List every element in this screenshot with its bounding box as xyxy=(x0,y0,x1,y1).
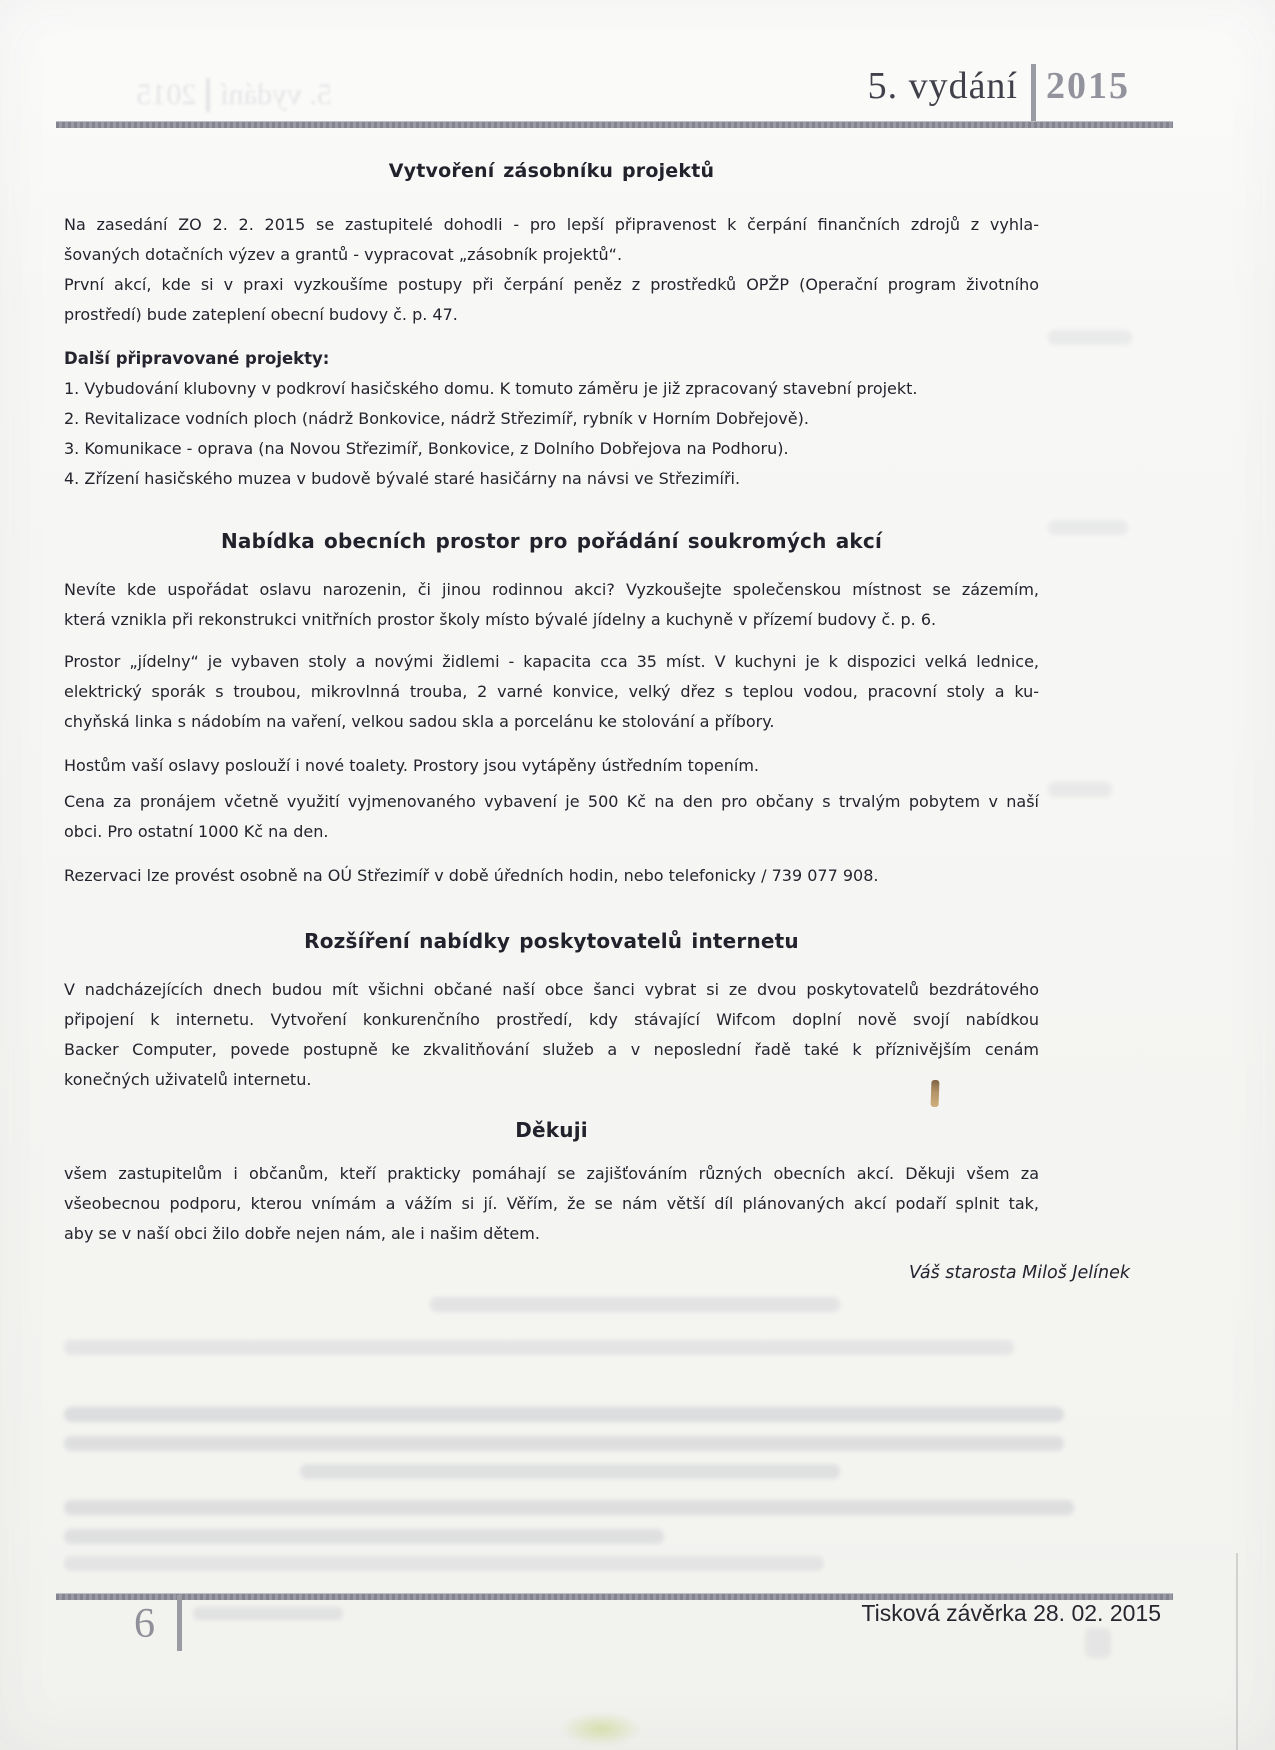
text-line: konečných uživatelů internetu. xyxy=(64,1070,312,1089)
header-rule xyxy=(56,121,1173,128)
text-line: připojení k internetu. Vytvoření konkurenčního prostředí, kdy stávající Wifcom doplní nově svojí nabídkou xyxy=(64,1010,1039,1029)
section-heading-premises: Nabídka obecních prostor pro pořádání soukromých akcí xyxy=(220,529,883,553)
bleedthrough-line xyxy=(300,1464,840,1479)
list-item: 1. Vybudování klubovny v podkroví hasičského domu. K tomuto záměru je již zpracovaný stavební projekt. xyxy=(64,379,918,398)
section-heading-internet: Rozšíření nabídky poskytovatelů internetu xyxy=(304,929,799,953)
text-line: šovaných dotačních výzev a grantů - vypracovat „zásobník projektů“. xyxy=(64,245,623,264)
bleedthrough-line xyxy=(1048,520,1128,535)
text-line: všeobecnou podporu, kterou vnímám a vážím si jí. Věřím, že se nám větší díl plánovaných akcí podaří splnit tak, xyxy=(64,1194,1039,1213)
footer-divider xyxy=(177,1595,182,1651)
bleedthrough-line xyxy=(430,1297,840,1312)
list-item: 4. Zřízení hasičského muzea v budově bývalé staré hasičárny na návsi ve Střezimíři. xyxy=(64,469,741,488)
bleedthrough-line xyxy=(64,1529,664,1544)
project-list xyxy=(64,374,1039,494)
paragraph-block xyxy=(64,647,1039,737)
bleedthrough-line xyxy=(64,1340,1014,1355)
text-line: Prostor „jídelny“ je vybaven stoly a novými židlemi - kapacita cca 35 míst. V kuchyni je k dispozici velká lednice, xyxy=(64,652,1039,671)
paragraph-block xyxy=(64,575,1039,635)
paragraph-block xyxy=(64,1159,1039,1249)
text-line: elektrický sporák s troubou, mikrovlnná trouba, 2 varné konvice, velký dřez s teplou vodou, pracovní stoly a ku- xyxy=(64,682,1039,701)
bleedthrough-line xyxy=(64,1556,824,1571)
text-line: Backer Computer, povede postupně ke zkvalitňování služeb a v neposlední řadě také k příznivějším cenám xyxy=(64,1040,1039,1059)
list-item: 3. Komunikace - oprava (na Novou Střezimíř, Bonkovice, z Dolního Dobřejova na Podhoru). xyxy=(64,439,789,458)
signature: Váš starosta Miloš Jelínek xyxy=(909,1263,1130,1283)
bleedthrough-divider xyxy=(206,78,210,112)
list-title: Další připravované projekty: xyxy=(64,349,330,368)
text-line: která vznikla při rekonstrukci vnitřních prostor školy místo bývalé jídelny a kuchyně v přízemí budovy č. p. 6. xyxy=(64,610,937,629)
bleedthrough-line xyxy=(1048,782,1112,797)
scan-edge-line xyxy=(1236,1553,1238,1750)
text-line: Na zasedání ZO 2. 2. 2015 se zastupitelé dohodli - pro lepší připravenost k čerpání finančních zdrojů z vyhla- xyxy=(64,215,1039,234)
text-line: aby se v naší obci žilo dobře nejen nám, ale i našim dětem. xyxy=(64,1224,540,1243)
section-heading-thanks: Děkuji xyxy=(515,1118,588,1142)
paragraph-block xyxy=(64,210,1039,270)
paragraph-block xyxy=(64,751,1039,781)
issue-label: 5. vydání xyxy=(867,65,1018,107)
paragraph-block xyxy=(64,270,1039,330)
paragraph-block xyxy=(64,975,1039,1095)
bleedthrough-line xyxy=(193,1607,343,1620)
masthead-divider xyxy=(1031,64,1036,122)
text-line: prostředí) bude zateplení obecní budovy č. p. 47. xyxy=(64,305,458,324)
text-line: V nadcházejících dnech budou mít všichni občané naší obce šanci vybrat si ze dvou poskytovatelů bezdrátového xyxy=(64,980,1039,999)
bleedthrough-issue-year: 2015 xyxy=(136,78,197,111)
bleedthrough-line xyxy=(1048,330,1132,345)
text-line: obci. Pro ostatní 1000 Kč na den. xyxy=(64,822,329,841)
bleedthrough-masthead xyxy=(92,78,332,112)
text-line: První akcí, kde si v praxi vyzkoušíme postupy při čerpání peněz z prostředků OPŽP (Operační program životního xyxy=(64,275,1039,294)
text-line: všem zastupitelům i občanům, kteří prakticky pomáhají se zajišťováním různých obecních akcí. Děkuji všem za xyxy=(64,1164,1039,1183)
ink-smudge xyxy=(931,1080,940,1107)
text-line: Nevíte kde uspořádat oslavu narozenin, či jinou rodinnou akci? Vyzkoušejte společenskou místnost se zázemím, xyxy=(64,580,1039,599)
list-item: 2. Revitalizace vodních ploch (nádrž Bonkovice, nádrž Střezimíř, rybník v Horním Dobřejově). xyxy=(64,409,809,428)
text-line: Hostům vaší oslavy poslouží i nové toalety. Prostory jsou vytápěny ústředním topením. xyxy=(64,756,759,775)
text-line: chyňská linka s nádobím na vaření, velkou sadou skla a porcelánu ke stolování a příbory. xyxy=(64,712,775,731)
text-line: Rezervaci lze provést osobně na OÚ Střezimíř v době úředních hodin, nebo telefonicky / 739 077 908. xyxy=(64,866,879,885)
bleedthrough-line xyxy=(64,1436,1064,1451)
section-heading-projects: Vytvoření zásobníku projektů xyxy=(388,160,715,182)
print-deadline: Tisková závěrka 28. 02. 2015 xyxy=(861,1600,1161,1626)
bleedthrough-issue-label: 5. vydání xyxy=(220,78,332,111)
page-number: 6 xyxy=(134,1601,155,1647)
paper-smudge xyxy=(560,1712,642,1746)
bleedthrough-line xyxy=(64,1500,1074,1515)
paragraph-block xyxy=(64,861,1039,891)
issue-year: 2015 xyxy=(1046,65,1130,107)
bleedthrough-line xyxy=(1085,1628,1111,1658)
text-line: Cena za pronájem včetně využití vyjmenovaného vybavení je 500 Kč na den pro občany s trvalým pobytem v naší xyxy=(64,792,1039,811)
bleedthrough-line xyxy=(64,1407,1064,1422)
paragraph-block xyxy=(64,787,1039,847)
